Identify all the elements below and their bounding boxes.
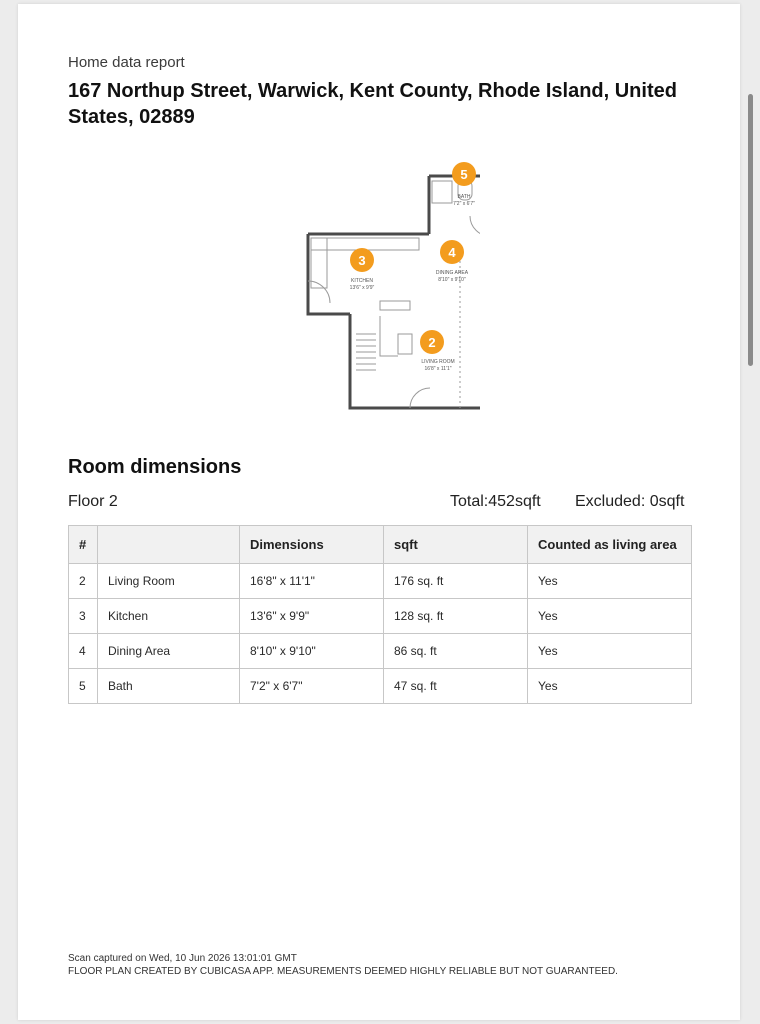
header-number: # — [69, 526, 98, 564]
svg-text:KITCHEN: KITCHEN — [351, 278, 373, 284]
header-living-area: Counted as living area — [528, 526, 692, 564]
floor-plan-image — [280, 156, 480, 418]
floor-label: Floor 2 — [68, 493, 118, 510]
report-footer — [68, 952, 618, 978]
room-marker-3: 3 — [358, 253, 366, 268]
report-page — [18, 4, 740, 1020]
total-sqft: Total:452sqft — [450, 493, 541, 510]
table-header-row — [69, 526, 692, 564]
room-marker-4: 4 — [448, 245, 456, 260]
cell-room: Living Room — [98, 564, 240, 599]
scrollbar[interactable] — [748, 94, 753, 366]
cell-living-area: Yes — [528, 564, 692, 599]
svg-text:13'6" x 9'9": 13'6" x 9'9" — [349, 285, 375, 291]
svg-text:8'10" x 9'10": 8'10" x 9'10" — [438, 277, 466, 283]
scan-captured-text: Scan captured on Wed, 10 Jun 2026 13:01:01 GMT — [68, 953, 297, 964]
header-sqft: sqft — [384, 526, 528, 564]
report-label: Home data report — [68, 54, 185, 71]
cell-room: Dining Area — [98, 634, 240, 669]
svg-text:7'2" x 6'7": 7'2" x 6'7" — [453, 201, 475, 207]
cell-sqft: 47 sq. ft — [384, 669, 528, 704]
cell-living-area: Yes — [528, 669, 692, 704]
cell-living-area: Yes — [528, 599, 692, 634]
room-marker-2: 2 — [428, 335, 436, 350]
cell-sqft: 176 sq. ft — [384, 564, 528, 599]
cell-living-area: Yes — [528, 634, 692, 669]
svg-text:LIVING ROOM: LIVING ROOM — [421, 359, 455, 365]
table-row — [69, 564, 692, 599]
svg-text:BATH: BATH — [457, 194, 471, 200]
disclaimer-text: FLOOR PLAN CREATED BY CUBICASA APP. MEASUREMENTS DEEMED HIGHLY RELIABLE BUT NOT GUARANTEED. — [68, 966, 618, 977]
cell-number: 5 — [69, 669, 98, 704]
svg-text:16'8" x 11'1": 16'8" x 11'1" — [424, 366, 452, 372]
cell-sqft: 128 sq. ft — [384, 599, 528, 634]
room-marker-5: 5 — [460, 167, 468, 182]
table-row — [69, 599, 692, 634]
table-row — [69, 634, 692, 669]
cell-number: 3 — [69, 599, 98, 634]
svg-text:DINING AREA: DINING AREA — [435, 270, 469, 276]
room-dimensions-table — [68, 525, 692, 704]
cell-room: Bath — [98, 669, 240, 704]
cell-sqft: 86 sq. ft — [384, 634, 528, 669]
cell-dimensions: 8'10" x 9'10" — [240, 634, 384, 669]
header-room — [98, 526, 240, 564]
cell-dimensions: 13'6" x 9'9" — [240, 599, 384, 634]
property-address: 167 Northup Street, Warwick, Kent County, Rhode Island, United States, 02889 — [68, 80, 677, 128]
cell-dimensions: 16'8" x 11'1" — [240, 564, 384, 599]
room-dimensions-heading: Room dimensions — [68, 456, 242, 478]
header-dimensions: Dimensions — [240, 526, 384, 564]
cell-room: Kitchen — [98, 599, 240, 634]
cell-number: 4 — [69, 634, 98, 669]
excluded-sqft: Excluded: 0sqft — [575, 493, 685, 510]
cell-dimensions: 7'2" x 6'7" — [240, 669, 384, 704]
table-row — [69, 669, 692, 704]
cell-number: 2 — [69, 564, 98, 599]
